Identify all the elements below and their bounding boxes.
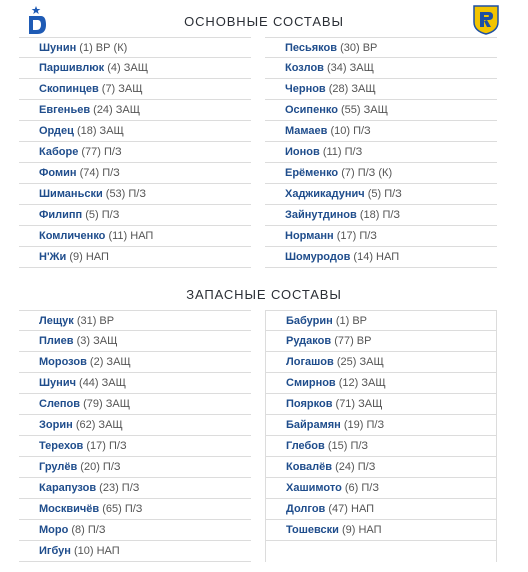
player-row [266, 331, 496, 352]
player-info: (2) ЗАЩ [89, 356, 131, 368]
player-row [266, 310, 496, 331]
player-name[interactable]: Долгов [286, 503, 326, 515]
player-info: (30) ВР [340, 42, 378, 54]
player-row [19, 163, 251, 184]
player-row [19, 79, 251, 100]
player-info: (15) П/З [327, 440, 369, 452]
player-name[interactable]: Карапузов [39, 482, 97, 494]
player-info: (19) П/З [343, 419, 385, 431]
player-name[interactable]: Хаджикадунич [285, 188, 365, 200]
player-row [265, 205, 497, 226]
home-starting-list [19, 37, 251, 268]
player-row [19, 457, 251, 478]
player-info: (23) П/З [99, 482, 140, 494]
player-name[interactable]: Ковалёв [286, 461, 333, 473]
player-name[interactable]: Фомин [39, 167, 77, 179]
player-name[interactable]: Осипенко [285, 104, 338, 116]
player-name[interactable]: Чернов [285, 83, 326, 95]
player-info: (79) ЗАЩ [83, 398, 131, 410]
player-name[interactable]: Глебов [286, 440, 325, 452]
player-name[interactable]: Грулёв [39, 461, 78, 473]
player-name[interactable]: Норманн [285, 230, 334, 242]
player-row [266, 478, 496, 499]
player-row [266, 520, 496, 541]
player-row [19, 352, 251, 373]
player-name[interactable]: Логашов [286, 356, 334, 368]
player-name[interactable]: Песьяков [285, 42, 338, 54]
player-name[interactable]: Бабурин [286, 315, 333, 327]
starting-lineups-title: ОСНОВНЫЕ СОСТАВЫ [184, 14, 344, 29]
substitutes-title: ЗАПАСНЫЕ СОСТАВЫ [186, 287, 342, 302]
player-row [265, 226, 497, 247]
player-row [19, 142, 251, 163]
player-row [19, 121, 251, 142]
away-subs-list [265, 310, 497, 562]
player-row [19, 205, 251, 226]
player-info: (4) ЗАЩ [107, 62, 149, 74]
away-starting-list [265, 37, 497, 268]
player-row [19, 184, 251, 205]
player-name[interactable]: Плиев [39, 335, 74, 347]
player-row [265, 184, 497, 205]
player-row [19, 499, 251, 520]
player-row [19, 373, 251, 394]
player-info: (17) П/З [86, 440, 127, 452]
player-name[interactable]: Скопинцев [39, 83, 99, 95]
player-name[interactable]: Слепов [39, 398, 81, 410]
player-info: (5) П/З [85, 209, 120, 221]
player-name[interactable]: Моро [39, 524, 69, 536]
player-row [265, 58, 497, 79]
player-name[interactable]: Филипп [39, 209, 83, 221]
player-row [19, 478, 251, 499]
player-name[interactable]: Комличенко [39, 230, 106, 242]
player-info: (18) П/З [359, 209, 401, 221]
player-info: (9) НАП [69, 251, 109, 263]
player-info: (9) НАП [341, 524, 382, 536]
player-row [266, 499, 496, 520]
player-name[interactable]: Зорин [39, 419, 73, 431]
player-name[interactable]: Рудаков [286, 335, 332, 347]
player-info: (1) ВР [335, 315, 368, 327]
player-info: (24) ЗАЩ [93, 104, 141, 116]
player-info: (3) ЗАЩ [76, 335, 118, 347]
player-row [19, 58, 251, 79]
player-info: (65) П/З [102, 503, 143, 515]
player-name[interactable]: Лещук [39, 315, 74, 327]
player-row [266, 394, 496, 415]
rostov-logo [473, 5, 499, 35]
player-info: (77) П/З [81, 146, 122, 158]
player-info: (44) ЗАЩ [79, 377, 126, 389]
player-row [19, 394, 251, 415]
player-info: (14) НАП [353, 251, 400, 263]
player-name[interactable]: Терехов [39, 440, 84, 452]
player-info: (24) П/З [335, 461, 376, 473]
player-row [19, 247, 251, 268]
player-name[interactable]: Мамаев [285, 125, 328, 137]
player-info: (53) П/З [105, 188, 147, 200]
player-info: (1) ВР (К) [79, 42, 128, 54]
player-info: (18) ЗАЩ [76, 125, 124, 137]
player-info: (55) ЗАЩ [340, 104, 388, 116]
player-info: (34) ЗАЩ [327, 62, 374, 74]
player-info: (74) П/З [79, 167, 120, 179]
player-info: (20) П/З [80, 461, 121, 473]
player-row [19, 310, 251, 331]
player-row [265, 163, 497, 184]
player-info: (6) П/З [344, 482, 379, 494]
player-row [19, 436, 251, 457]
player-row [19, 331, 251, 352]
player-row [265, 121, 497, 142]
player-info: (7) П/З (К) [341, 167, 393, 179]
player-name[interactable]: Поярков [286, 398, 333, 410]
player-name[interactable]: Н'Жи [39, 251, 67, 263]
player-row [266, 457, 496, 478]
player-name[interactable]: Шомуродов [285, 251, 351, 263]
player-name[interactable]: Шунич [39, 377, 76, 389]
player-info: (25) ЗАЩ [336, 356, 384, 368]
home-subs-list [19, 310, 251, 562]
player-row [266, 352, 496, 373]
player-info: (77) ВР [334, 335, 372, 347]
player-name[interactable]: Тошевски [286, 524, 339, 536]
player-name[interactable]: Ерёменко [285, 167, 339, 179]
player-info: (12) ЗАЩ [338, 377, 386, 389]
player-row [266, 436, 496, 457]
player-name[interactable]: Евгеньев [39, 104, 91, 116]
player-info: (62) ЗАЩ [75, 419, 123, 431]
player-name[interactable]: Ионов [285, 146, 320, 158]
player-info: (10) НАП [73, 545, 120, 557]
player-info: (5) П/З [367, 188, 402, 200]
player-name[interactable]: Хашимото [286, 482, 342, 494]
player-row [19, 37, 251, 58]
player-info: (11) НАП [108, 230, 154, 242]
player-row [265, 37, 497, 58]
player-info: (7) ЗАЩ [101, 83, 143, 95]
player-row [19, 226, 251, 247]
player-name[interactable]: Козлов [285, 62, 324, 74]
player-name[interactable]: Москвичёв [39, 503, 100, 515]
player-name[interactable]: Шунин [39, 42, 77, 54]
player-info: (47) НАП [328, 503, 375, 515]
player-row [19, 100, 251, 121]
player-name[interactable]: Ордец [39, 125, 74, 137]
player-row [265, 100, 497, 121]
player-info: (28) ЗАЩ [328, 83, 376, 95]
player-name[interactable]: Смирнов [286, 377, 336, 389]
player-row [266, 373, 496, 394]
player-row [19, 415, 251, 436]
player-name[interactable]: Шиманьски [39, 188, 103, 200]
player-info: (11) П/З [322, 146, 363, 158]
player-name[interactable]: Морозов [39, 356, 87, 368]
player-row [266, 415, 496, 436]
player-info: (10) П/З [330, 125, 371, 137]
player-info: (17) П/З [336, 230, 377, 242]
player-row [265, 79, 497, 100]
player-name[interactable]: Игбун [39, 545, 71, 557]
player-name[interactable]: Каборе [39, 146, 79, 158]
player-row [19, 520, 251, 541]
player-row [265, 142, 497, 163]
player-info: (71) ЗАЩ [335, 398, 383, 410]
player-row [265, 247, 497, 268]
player-info: (31) ВР [76, 315, 115, 327]
player-name[interactable]: Зайнутдинов [285, 209, 357, 221]
player-name[interactable]: Паршивлюк [39, 62, 105, 74]
player-row [19, 541, 251, 562]
player-name[interactable]: Байрамян [286, 419, 341, 431]
player-info: (8) П/З [71, 524, 106, 536]
